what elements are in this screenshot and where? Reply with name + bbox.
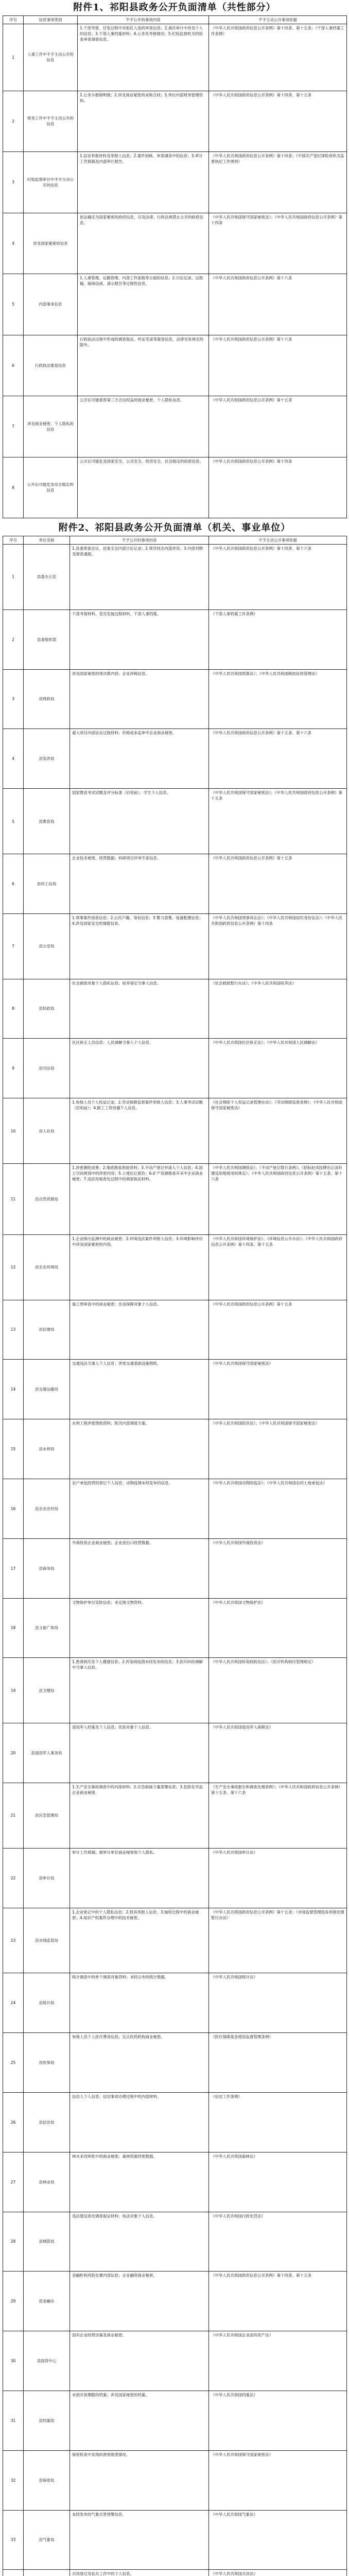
table-row <box>3 2272 347 2331</box>
cell-unit: 县农业农村局 <box>24 1479 70 1538</box>
cell-basis: 《中华人民共和国退役军人保障法》 <box>209 1723 347 1783</box>
cell-basis: 《生产安全事故报告和调查处理条例》；《中华人民共和国政府信息公开条例》第十五条、第十六条 <box>209 1783 347 1848</box>
cell-unit: 县信访局 <box>24 2092 70 2152</box>
cell-category: 涉及商业秘密、个人隐私的信息 <box>24 396 78 457</box>
cell-unit: 县文旅广体局 <box>24 1598 70 1658</box>
table-row <box>3 545 347 610</box>
cell-no: 8 <box>3 979 24 1039</box>
cell-content: 退役军人档案及个人信息；优抚对象个人信息。 <box>70 1723 209 1783</box>
cell-unit: 县市场监管局 <box>24 1908 70 1973</box>
table-row <box>3 2510 347 2570</box>
table-row <box>3 669 347 729</box>
cell-category: 行政执法案卷信息 <box>24 335 78 396</box>
cell-basis: 《中华人民共和国政府信息公开条例》第十四条、第十六条 <box>209 545 347 610</box>
header-category: 信息事项类别 <box>24 16 78 24</box>
cell-no: 17 <box>3 1538 24 1598</box>
cell-no: 28 <box>3 2212 24 2272</box>
cell-no: 29 <box>3 2272 24 2331</box>
cell-basis: 《中华人民共和国档案法》 <box>209 2391 347 2450</box>
cell-category: 人事工作中不予主动公开的信息 <box>24 24 78 91</box>
table-row <box>3 1479 347 1538</box>
cell-content: 公开后可能危及国家安全、公共安全、经济安全、社会稳定的政府信息。 <box>78 457 209 518</box>
header-no: 序号 <box>3 16 24 24</box>
cell-no: 33 <box>3 2510 24 2570</box>
cell-basis: 《社会保险个人权益记录管理办法》；《劳动保障监察条例》；《中华人民共和国保守国家秘密法》 <box>209 1098 347 1164</box>
cell-no: 19 <box>3 1658 24 1723</box>
cell-unit: 县城管局 <box>24 2212 70 2272</box>
cell-no: 20 <box>3 1723 24 1783</box>
table-row <box>3 979 347 1039</box>
cell-content: 依法确定为国家秘密的政府信息，以及法律、行政法规禁止公开的政府信息。 <box>78 213 209 274</box>
header-basis: 不予主动公开事项依据 <box>209 16 347 24</box>
cell-no <box>3 2570 24 2576</box>
cell-basis: 《中华人民共和国传染病防治法》；《医疗机构病历管理规定》 <box>209 1658 347 1723</box>
cell-content: 兵役登记及征兵工作中的个人信息。 <box>70 2570 209 2576</box>
cell-no: 8 <box>3 457 24 518</box>
cell-unit: 县公安局 <box>24 913 70 979</box>
cell-basis: 《中华人民共和国政府信息公开条例》第十四条 <box>209 457 347 518</box>
cell-basis: 《中华人民共和国审计法》 <box>209 1848 347 1908</box>
cell-content: 参保人员个人医疗费用信息；定点医药机构商业秘密。 <box>70 2033 209 2093</box>
cell-no: 16 <box>3 1479 24 1538</box>
cell-basis: 《中华人民共和国测绘法》；《不动产登记暂行条例》；《招标拍卖挂牌出让国有建设用地使用权规定》；《中华人民共和国政府信息公开条例》第十五条、第十六条 <box>209 1163 347 1234</box>
cell-unit: 县水利局 <box>24 1419 70 1479</box>
header-basis: 不予主动公开事项依据 <box>209 536 347 545</box>
cell-basis: 《医疗保障基金使用监督管理条例》 <box>209 2033 347 2093</box>
table-unit-list <box>3 536 347 2576</box>
table-row <box>3 2152 347 2212</box>
cell-unit: 县保密局 <box>24 2450 70 2510</box>
table-row <box>3 274 347 335</box>
cell-basis: 《中华人民共和国企业国有资产法》 <box>209 2331 347 2391</box>
table-row <box>3 2212 347 2272</box>
header-content: 不予公开的事项内容 <box>78 16 209 24</box>
cell-category: 财务工作中不予主动公开的信息 <box>24 91 78 152</box>
table-row <box>3 2391 347 2450</box>
table-row <box>3 91 347 152</box>
table-common-list <box>3 15 347 518</box>
cell-content: 行政执法过程中形成的调查取证、听证笔录等案卷信息，法律另有规定的除外。 <box>78 335 209 396</box>
table-row <box>3 1163 347 1234</box>
cell-category: 涉及国家秘密的信息 <box>24 213 78 274</box>
cell-basis: 《中华人民共和国政府信息公开条例》第十五条 <box>209 396 347 457</box>
table-row <box>3 1598 347 1658</box>
table-header-row <box>3 16 347 24</box>
cell-basis: 《中华人民共和国森林法》 <box>209 2152 347 2212</box>
table-row <box>3 854 347 913</box>
cell-unit: 县金融办 <box>24 2272 70 2331</box>
cell-no: 27 <box>3 2152 24 2212</box>
cell-unit: 县生态环境局 <box>24 1234 70 1300</box>
table-row <box>3 1783 347 1848</box>
cell-basis: 《中华人民共和国政府信息公开条例》第十五条 <box>209 854 347 913</box>
cell-basis: 《中华人民共和国政府信息公开条例》第十五条；《市场监督管理投诉举报处理暂行办法》 <box>209 1908 347 1973</box>
cell-no: 18 <box>3 1598 24 1658</box>
cell-basis: 《中华人民共和国文物保护法》 <box>209 1598 347 1658</box>
cell-content: 交通违法当事人个人信息；涉密交通基础设施图纸。 <box>70 1360 209 1419</box>
cell-basis: 《干部人事档案工作条例》 <box>209 609 347 669</box>
cell-basis: 《中华人民共和国保守国家秘密法》 <box>209 1360 347 1419</box>
table-row <box>3 1360 347 1419</box>
cell-content: 涉及国家秘密的预决算内容；企业涉税信息。 <box>70 669 209 729</box>
cell-no: 15 <box>3 1419 24 1479</box>
cell-no: 10 <box>3 1098 24 1164</box>
cell-basis: 《中华人民共和国政府信息公开条例》第十四条、第十五条 <box>209 91 347 152</box>
cell-unit <box>24 2570 70 2576</box>
cell-basis: 《中华人民共和国政府信息公开条例》第十六条 <box>209 335 347 396</box>
cell-unit: 县民政局 <box>24 979 70 1039</box>
cell-content: 1.企业排污监测中的商业秘密；2.环境违法案件举报人信息；3.环境影响评价中涉及国家秘密的内容。 <box>70 1234 209 1300</box>
cell-no: 22 <box>3 1848 24 1908</box>
cell-unit: 县交通运输局 <box>24 1360 70 1419</box>
cell-no: 2 <box>3 91 24 152</box>
cell-no: 31 <box>3 2391 24 2450</box>
cell-basis: 《中华人民共和国政府信息公开条例》第十五条 <box>209 1300 347 1360</box>
cell-content: 未经发布的气象灾害预警信息。 <box>70 2510 209 2570</box>
cell-content: 1.涉密测绘成果；2.地质勘查原始资料；3.不动产登记申请人个人信息；4.国土空间规划中的涉密内容；5.土地出让底价；6.矿产资源勘查开采中企业商业秘密；7.违法用地查处过程中的调查取证材料。 <box>70 1163 209 1234</box>
cell-basis: 《中华人民共和国政府信息公开条例》第十四条、第十五条；《干部人事档案工作条例》 <box>209 24 347 91</box>
cell-no: 6 <box>3 854 24 913</box>
cell-no: 30 <box>3 2331 24 2391</box>
cell-unit: 县发改局 <box>24 729 70 789</box>
table-row <box>3 609 347 669</box>
cell-unit: 县财政局 <box>24 669 70 729</box>
table-row <box>3 1300 347 1360</box>
table-row <box>3 1098 347 1164</box>
cell-basis: 《中华人民共和国政府信息公开条例》第十四条、第十五条 <box>209 2272 347 2331</box>
cell-content: 国家教育考试试题及评分标准（启用前）；学生个人信息。 <box>70 789 209 854</box>
cell-no: 1 <box>3 545 24 610</box>
header-no: 序号 <box>3 536 24 545</box>
cell-basis: 《中华人民共和国保守国家秘密法》 <box>209 2450 347 2510</box>
cell-basis: 《中华人民共和国保守国家秘密法》；《中华人民共和国政府信息公开条例》第十五条 <box>209 789 347 854</box>
cell-no: 6 <box>3 335 24 396</box>
cell-no: 14 <box>3 1360 24 1419</box>
cell-unit: 县统计局 <box>24 1973 70 2033</box>
cell-unit: 县住建局 <box>24 1300 70 1360</box>
table-row <box>3 396 347 457</box>
cell-no: 5 <box>3 274 24 335</box>
cell-content: 林木采伐审批中的商业秘密；森林资源涉密数据。 <box>70 2152 209 2212</box>
cell-unit: 县应急管理局 <box>24 1783 70 1848</box>
table-row <box>3 335 347 396</box>
cell-unit: 县自然资源局 <box>24 1163 70 1234</box>
cell-no: 12 <box>3 1234 24 1300</box>
cell-content: 水利工程涉密图纸资料；防汛内部调度方案。 <box>70 1419 209 1479</box>
table-row <box>3 1848 347 1908</box>
cell-category: 公开后可能危及安全稳定的信息 <box>24 457 78 518</box>
cell-no: 5 <box>3 789 24 854</box>
table-row <box>3 152 347 213</box>
cell-no: 4 <box>3 213 24 274</box>
table-row <box>3 2092 347 2152</box>
cell-basis: 《中华人民共和国气象法》 <box>209 2510 347 2570</box>
cell-content: 1.患者病历及个人健康信息；2.传染病疫情未经发布的信息；3.医疗纠纷调解中当事人信息。 <box>70 1658 209 1723</box>
cell-no: 2 <box>3 609 24 669</box>
table-row <box>3 1723 347 1783</box>
cell-unit: 县人社局 <box>24 1098 70 1164</box>
table-row <box>3 1234 347 1300</box>
cell-category: 内部事务信息 <box>24 274 78 335</box>
cell-content: 1.企业登记中的个人隐私信息；2.投诉举报人信息；3.抽检过程中的商业秘密；4.知识产权案件办理中的技术秘密。 <box>70 1908 209 1973</box>
cell-basis: 《中华人民共和国政府信息公开条例》第十四条；《中国共产党纪律检查机关监督执纪工作规则》 <box>209 152 347 213</box>
cell-content: 企业技术秘密、经营数据；科研项目评审专家信息。 <box>70 854 209 913</box>
cell-unit: 县林业局 <box>24 2152 70 2212</box>
cell-no: 25 <box>3 2033 24 2093</box>
table-row <box>3 789 347 854</box>
table-row <box>3 1419 347 1479</box>
table-row <box>3 1908 347 1973</box>
cell-basis: 《中华人民共和国防洪法》；《中华人民共和国保守国家秘密法》 <box>209 1419 347 1479</box>
cell-no: 23 <box>3 1908 24 1973</box>
cell-content: 外商投资企业商业秘密；企业进出口经营数据。 <box>70 1538 209 1598</box>
cell-no: 24 <box>3 1973 24 2033</box>
cell-basis: 《中华人民共和国保守国家秘密法》；《中华人民共和国政府信息公开条例》第十四条 <box>209 213 347 274</box>
cell-content: 干部考察材料、党员发展过程材料、干部人事档案。 <box>70 609 209 669</box>
cell-unit: 县商务局 <box>24 1538 70 1598</box>
cell-content: 社区矫正人员信息；人民调解当事人个人信息。 <box>70 1039 209 1098</box>
header-content: 不予公开的事项内容 <box>70 536 209 545</box>
cell-unit: 县卫健局 <box>24 1658 70 1723</box>
cell-content: 统计调查中的单个调查对象资料；未经公布的统计数据。 <box>70 1973 209 2033</box>
cell-basis: 《中华人民共和国政府信息公开条例》第十六条 <box>209 274 347 335</box>
cell-unit: 县委组织部 <box>24 609 70 669</box>
cell-basis: 《中华人民共和国刑事诉讼法》；《中华人民共和国居民身份证法》；《中华人民共和国政府信息公开条例》第十四条 <box>209 913 347 979</box>
cell-basis: 《中华人民共和国动物防疫法》；《中华人民共和国农村土地承包法》 <box>209 1479 347 1538</box>
cell-content: 1.县委常委会议、县委全会内部讨论记录；2.领导同志内部讲话；3.内部刊物及督查通报。 <box>70 545 209 610</box>
cell-unit: 县司法局 <box>24 1039 70 1098</box>
table-row <box>3 24 347 91</box>
cell-no: 32 <box>3 2450 24 2510</box>
cell-no: 9 <box>3 1039 24 1098</box>
table-header-row <box>3 536 347 545</box>
cell-unit: 县教育局 <box>24 789 70 854</box>
title-attachment-2: 附件2、祁阳县政务公开负面清单（机关、事业单位） <box>58 522 291 533</box>
cell-unit: 县退役军人事务局 <box>24 1723 70 1783</box>
cell-content: 1.参保人员个人权益记录；2.劳动保障监察案件举报人信息；3.人事考试试题（启用前）；4.职工工资待遇个人信息。 <box>70 1098 209 1164</box>
cell-no: 13 <box>3 1300 24 1360</box>
cell-content: 违法建设查处调查取证材料；执法对象个人信息。 <box>70 2212 209 2272</box>
title-attachment-1: 附件1、祁阳县政务公开负面清单（共性部分） <box>73 2 276 13</box>
cell-content: 1.人事管理、后勤管理、内部工作流程等方面的信息；2.讨论记录、过程稿、磋商信函、请示报告等过程性信息。 <box>78 274 209 335</box>
cell-content: 未到开放期限的档案；涉及国家秘密的档案。 <box>70 2391 209 2450</box>
cell-basis: 《中华人民共和国外商投资法》 <box>209 1538 347 1598</box>
cell-unit: 县审计局 <box>24 1848 70 1908</box>
cell-unit: 县医保局 <box>24 2033 70 2093</box>
cell-content: 1.干部考察、任免过程中对拟任人选的审查信息；2.离任审计中涉及个人的信息；3.干部人事档案材料；4.公务员考核情况；5.纪检监察机关的检查审查调查信息。 <box>78 24 209 91</box>
cell-basis: 《中华人民共和国行政处罚法》 <box>209 2212 347 2272</box>
table-row <box>3 2331 347 2391</box>
cell-content: 文物保护单位安防信息；未定级文物资料。 <box>70 1598 209 1658</box>
table-row <box>3 213 347 274</box>
table-row <box>3 457 347 518</box>
cell-basis: 《中华人民共和国政府信息公开条例》第十五条、第十六条 <box>209 729 347 789</box>
cell-content: 信访人个人信息；信访事项办理过程中的内部材料。 <box>70 2092 209 2152</box>
cell-basis: 《中华人民共和国环境保护法》；《环境信息公开办法》；《中华人民共和国政府信息公开条例》第十四条、第十五条 <box>209 1234 347 1300</box>
cell-no: 11 <box>3 1163 24 1234</box>
cell-basis: 《信访工作条例》 <box>209 2092 347 2152</box>
table-row <box>3 2450 347 2510</box>
cell-basis: 《中华人民共和国统计法》 <box>209 1973 347 2033</box>
cell-content: 农户承包经营权登记个人信息；动物疫情未经发布的信息。 <box>70 1479 209 1538</box>
table-row <box>3 729 347 789</box>
cell-no: 1 <box>3 24 24 91</box>
table-row <box>3 1658 347 1723</box>
table-row <box>3 1538 347 1598</box>
cell-basis: 《中华人民共和国预算法》；《中华人民共和国税收征收管理法》 <box>209 669 347 729</box>
cell-unit: 县气象局 <box>24 2510 70 2570</box>
cell-no: 21 <box>3 1783 24 1848</box>
cell-content: 审计工作底稿；被审计单位商业秘密和个人隐私。 <box>70 1848 209 1908</box>
cell-basis: 《社会救助暂行办法》；《中华人民共和国收养法》 <box>209 979 347 1039</box>
cell-no: 3 <box>3 669 24 729</box>
cell-no: 7 <box>3 913 24 979</box>
cell-category: 纪检监察审计中不予主动公开的信息 <box>24 152 78 213</box>
cell-content: 社会救助对象个人隐私信息；收养登记当事人信息。 <box>70 979 209 1039</box>
cell-content: 保密检查中发现的泄密隐患情况。 <box>70 2450 209 2510</box>
cell-no: 3 <box>3 152 24 213</box>
cell-unit: 县委办公室 <box>24 545 70 610</box>
cell-unit: 县国资中心 <box>24 2331 70 2391</box>
table-row <box>3 2033 347 2093</box>
table-row <box>3 2570 347 2576</box>
cell-no: 26 <box>3 2092 24 2152</box>
header-unit: 单位名称 <box>24 536 70 545</box>
cell-unit: 县档案馆 <box>24 2391 70 2450</box>
cell-content: 1.信访举报材料及举报人信息；2.案件初核、审查调查中的信息；3.审计工作底稿及内部审计报告。 <box>78 152 209 213</box>
cell-unit: 县科工信局 <box>24 854 70 913</box>
cell-content: 施工图审查中的商业秘密；住房保障对象个人信息。 <box>70 1300 209 1360</box>
cell-basis: 《中华人民共和国社区矫正法》；《中华人民共和国人民调解法》 <box>209 1039 347 1098</box>
cell-content: 1.公务卡报销明细；2.涉及商业秘密的采购合同；3.单位内部财务管理资料。 <box>78 91 209 152</box>
table-row <box>3 1973 347 2033</box>
cell-content: 重大项目内部论证过程材料；价格成本监审中企业商业秘密。 <box>70 729 209 789</box>
cell-content: 1.刑事案件侦查信息；2.公民户籍、身份信息；3.警力部署、装备配置信息；4.涉及国家安全的情报信息。 <box>70 913 209 979</box>
cell-content: 1.生产安全事故调查中的内部材料；2.应急救援力量部署信息；3.危险化学品企业商业秘密。 <box>70 1783 209 1848</box>
table-row <box>3 1039 347 1098</box>
cell-no: 4 <box>3 729 24 789</box>
table-row <box>3 913 347 979</box>
cell-no: 7 <box>3 396 24 457</box>
cell-content: 金融机构风险处置内部信息；企业融资商业秘密。 <box>70 2272 209 2331</box>
cell-basis: 《中华人民共和国兵役法》 <box>209 2570 347 2576</box>
cell-content: 国有企业经营决策及商业秘密。 <box>70 2331 209 2391</box>
cell-content: 公开后可能损害第三方合法权益的商业秘密、个人隐私信息。 <box>78 396 209 457</box>
